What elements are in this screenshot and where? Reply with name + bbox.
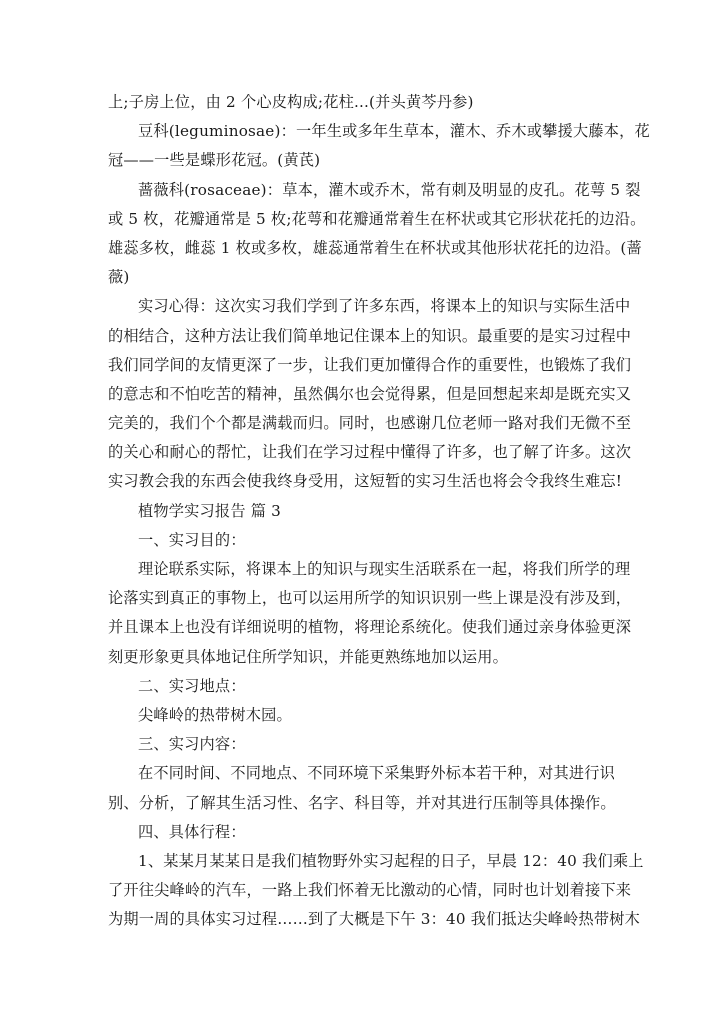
section-heading: 四、具体行程： — [138, 822, 246, 841]
section-heading: 二、实习地点： — [138, 676, 246, 695]
text-line: 刻更形象更具体地记住所学知识，并能更熟练地加以运用。 — [108, 647, 509, 666]
text-line: 1、某某月某某日是我们植物野外实习起程的日子，早晨 12：40 我们乘上 — [138, 851, 644, 870]
text-line: 上;子房上位，由 2 个心皮构成;花柱...(并头黄芩丹参) — [108, 93, 474, 111]
text-line: 为期一周的具体实习过程……到了大概是下午 3：40 我们抵达尖峰岭热带树木 — [108, 910, 641, 929]
text-line: 实习心得：这次实习我们学到了许多东西，将课本上的知识与实际生活中 — [138, 297, 631, 316]
section-heading: 三、实习内容： — [138, 735, 246, 754]
text-line: 别、分析，了解其生活习性、名字、科目等，并对其进行压制等具体操作。 — [108, 793, 616, 812]
text-line: 完美的，我们个个都是满载而归。同时，也感谢几位老师一路对我们无微不至 — [108, 414, 632, 433]
text-line: 在不同时间、不同地点、不同环境下采集野外标本若干种，对其进行识 — [138, 764, 616, 783]
text-line: 并且课本上也没有详细说明的植物，将理论系统化。使我们通过亲身体验更深 — [108, 618, 632, 637]
text-line: 的意志和不怕吃苦的精神，虽然偶尔也会觉得累，但是回想起来却是既充实又 — [108, 384, 632, 403]
document-body — [108, 88, 650, 934]
text-line: 雄蕊多枚，雌蕊 1 枚或多枚，雄蕊通常着生在杯状或其他形状花托的边沿。(蔷 — [108, 238, 642, 257]
text-line: 了开往尖峰岭的汽车，一路上我们怀着无比激动的心情，同时也计划着接下来 — [108, 881, 632, 900]
text-line: 论落实到真正的事物上，也可以运用所学的知识识别一些上课是没有涉及到， — [108, 589, 632, 608]
text-line: 薇) — [108, 268, 130, 287]
text-line: 我们同学间的友情更深了一步，让我们更加懂得合作的重要性，也锻炼了我们 — [108, 355, 632, 374]
text-line: 蔷薇科(rosaceae)：草本，灌木或乔木，常有刺及明显的皮孔。花萼 5 裂 — [138, 180, 641, 199]
text-line: 理论联系实际，将课本上的知识与现实生活联系在一起，将我们所学的理 — [138, 560, 631, 578]
text-line: 的相结合，这种方法让我们简单地记住课本上的知识。最重要的是实习过程中 — [108, 326, 632, 345]
text-line: 实习教会我的东西会使我终身受用，这短暂的实习生活也将会令我终生难忘! — [108, 472, 623, 491]
text-line: 冠——一些是蝶形花冠。(黄芪) — [108, 151, 321, 170]
text-line: 或 5 枚，花瓣通常是 5 枚;花萼和花瓣通常着生在杯状或其它形状花托的边沿。 — [108, 209, 646, 228]
text-line: 豆科(leguminosae)：一年生或多年生草本，灌木、乔木或攀援大藤本，花 — [138, 122, 650, 141]
section-title: 植物学实习报告 篇 3 — [138, 501, 282, 520]
text-line: 尖峰岭的热带树木园。 — [138, 705, 292, 724]
text-line: 的关心和耐心的帮忙，让我们在学习过程中懂得了许多，也了解了许多。这次 — [108, 443, 632, 462]
section-heading: 一、实习目的： — [138, 530, 246, 549]
